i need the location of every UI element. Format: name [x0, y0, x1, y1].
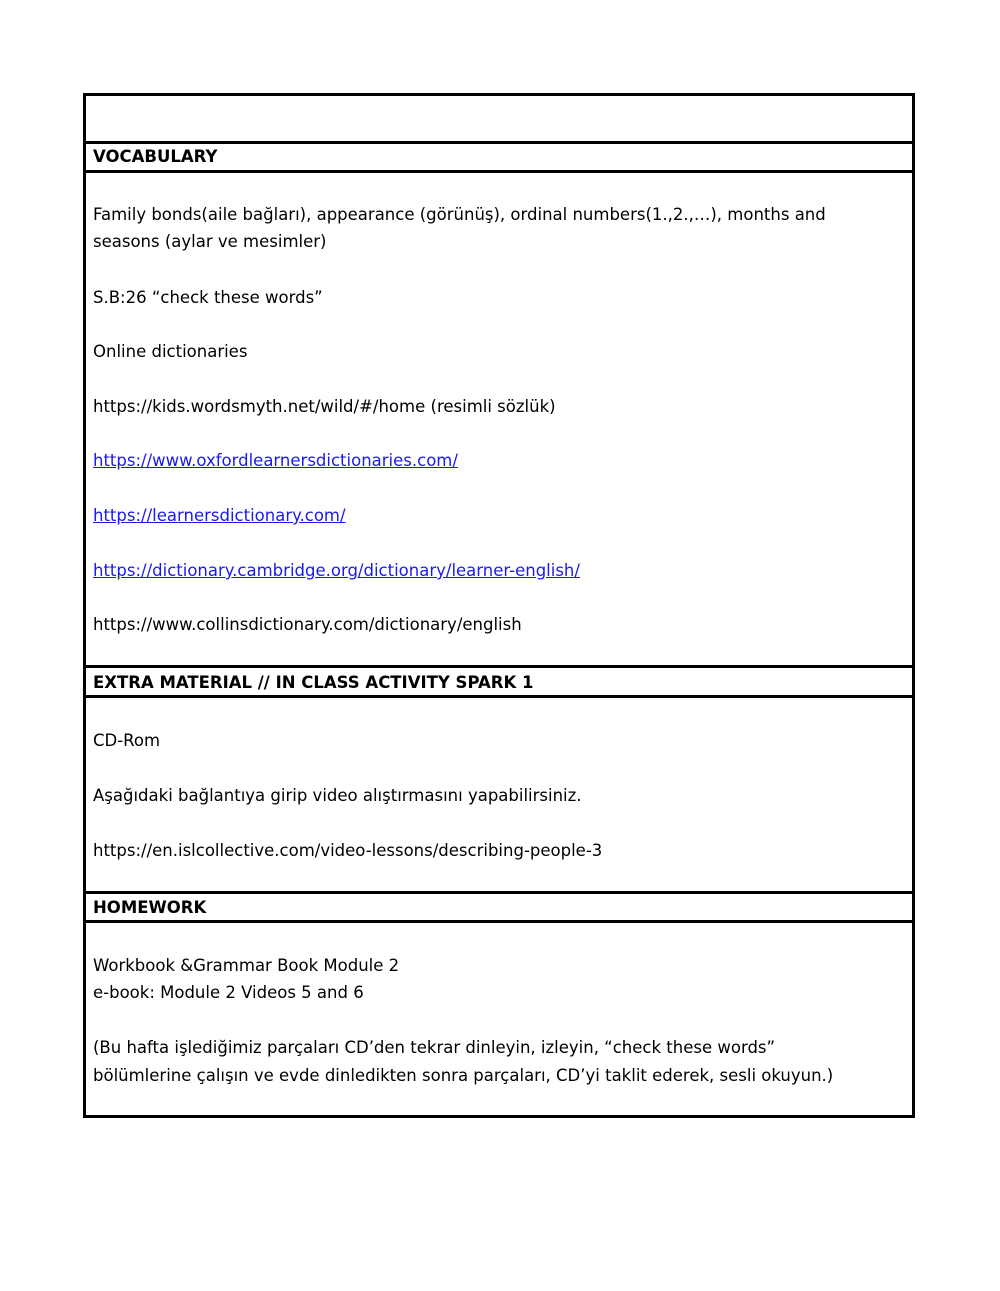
vocabulary-topics-cont: seasons (aylar ve mesimler)	[93, 232, 327, 251]
divider	[83, 695, 915, 698]
divider	[83, 891, 915, 894]
cambridge-link[interactable]: https://dictionary.cambridge.org/dictionary/learner-english/	[93, 561, 580, 580]
homework-note: (Bu hafta işlediğimiz parçaları CD’den tekrar dinleyin, izleyin, “check these words”	[93, 1038, 776, 1057]
oxford-link[interactable]: https://www.oxfordlearnersdictionaries.com/	[93, 451, 458, 470]
homework-note-cont: bölümlerine çalışın ve evde dinledikten sonra parçaları, CD’yi taklit ederek, sesli okuyun.)	[93, 1066, 834, 1085]
divider	[83, 141, 915, 144]
homework-books: Workbook &Grammar Book Module 2	[93, 956, 400, 975]
online-dictionaries-label: Online dictionaries	[93, 342, 248, 361]
homework-ebook: e-book: Module 2 Videos 5 and 6	[93, 983, 364, 1002]
vocabulary-topics: Family bonds(aile bağları), appearance (görünüş), ordinal numbers(1.,2.,…), months and	[93, 205, 826, 224]
divider	[83, 920, 915, 923]
vocabulary-heading: VOCABULARY	[93, 147, 218, 166]
divider	[83, 665, 915, 668]
wordsmyth-url: https://kids.wordsmyth.net/wild/#/home (resimli sözlük)	[93, 397, 556, 416]
collins-url: https://www.collinsdictionary.com/dictionary/english	[93, 615, 522, 634]
learnersdictionary-link[interactable]: https://learnersdictionary.com/	[93, 506, 346, 525]
extra-material-heading: EXTRA MATERIAL // IN CLASS ACTIVITY SPARK 1	[93, 673, 534, 692]
islcollective-url: https://en.islcollective.com/video-lessons/describing-people-3	[93, 841, 603, 860]
extra-instruction: Aşağıdaki bağlantıya girip video alıştırmasını yapabilirsiniz.	[93, 786, 582, 805]
cdrom-label: CD-Rom	[93, 731, 161, 750]
student-book-reference: S.B:26 “check these words”	[93, 288, 323, 307]
divider	[83, 170, 915, 173]
homework-heading: HOMEWORK	[93, 898, 207, 917]
